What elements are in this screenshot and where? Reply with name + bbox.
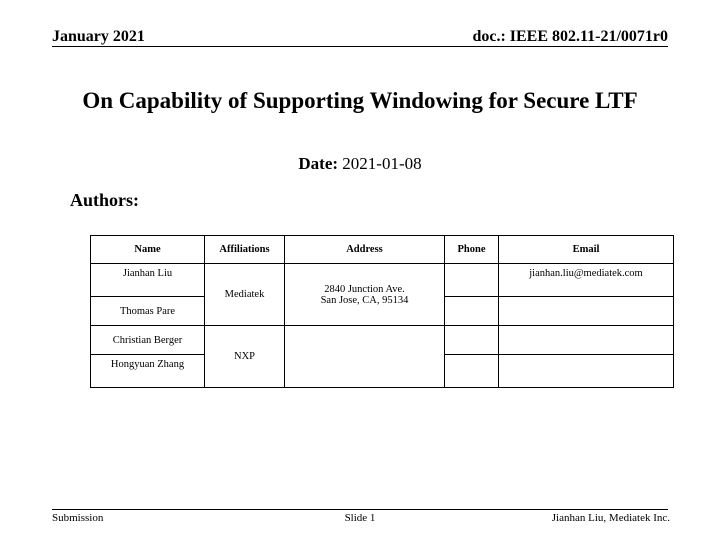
author-name: Hongyuan Zhang [91,355,205,388]
authors-heading: Authors: [70,190,140,210]
slide-title: On Capability of Supporting Windowing for Secure LTF [82,88,638,113]
column-header-email: Email [499,236,674,264]
author-email [499,355,674,388]
author-address [285,264,445,326]
author-affiliation: NXP [205,326,285,388]
column-header-phone: Phone [445,236,499,264]
address-line-2: San Jose, CA, 95134 [320,294,409,306]
author-name: Jianhan Liu [91,264,205,297]
author-phone [445,326,499,355]
footer-slide-number: Slide 1 [344,512,376,524]
author-email [499,326,674,355]
header-date: January 2021 [52,28,145,45]
column-header-address: Address [285,236,445,264]
authors-table [90,235,674,388]
author-affiliation: Mediatek [205,264,285,326]
header-divider [52,46,668,47]
author-address [285,326,445,388]
table-header-row [91,236,674,264]
date-line [0,154,720,174]
date-value: 2021-01-08 [342,154,422,173]
column-header-name: Name [91,236,205,264]
table-row [91,326,674,355]
footer-author: Jianhan Liu, Mediatek Inc. [551,512,670,524]
author-phone [445,355,499,388]
column-header-affiliations: Affiliations [205,236,285,264]
author-phone [445,297,499,326]
header-doc-id: doc.: IEEE 802.11-21/0071r0 [472,28,668,45]
author-email [499,297,674,326]
table-row [91,264,674,297]
author-phone [445,264,499,297]
address-line-1: 2840 Junction Ave. [324,283,405,295]
footer-divider [52,509,668,510]
author-email: jianhan.liu@mediatek.com [499,264,674,297]
author-name: Christian Berger [91,326,205,355]
date-label: Date: [298,154,339,173]
footer-submission: Submission [52,512,104,524]
author-name: Thomas Pare [91,297,205,326]
